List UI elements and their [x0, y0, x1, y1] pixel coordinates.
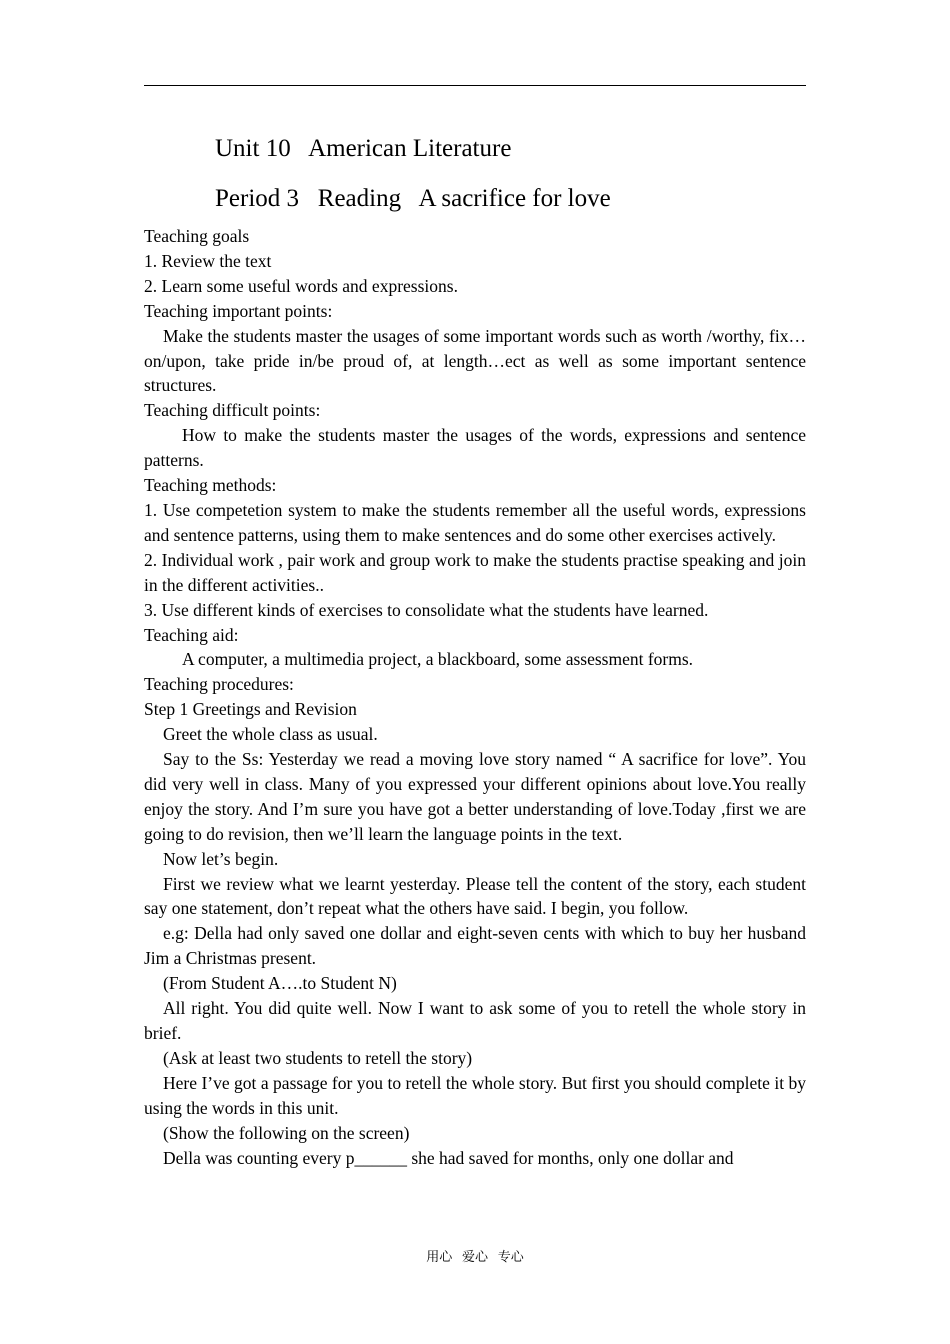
paragraph: Here I’ve got a passage for you to retell the whole story. But first you should complete it by using the words in this unit. — [144, 1072, 806, 1118]
method-item: 1. Use competetion system to make the students remember all the useful words, expressions and sentence patterns, using them to make sentences and do some other exercises actively. — [144, 499, 806, 545]
paragraph: Now let’s begin. — [163, 848, 279, 869]
paragraph: First we review what we learnt yesterday. Please tell the content of the story, each student say one statement, don’t repeat what the others have said. I begin, you follow. — [144, 873, 806, 919]
paragraph: Della was counting every p______ she had saved for months, only one dollar and — [163, 1147, 734, 1168]
heading-important-points: Teaching important points: — [144, 300, 333, 321]
document-body — [144, 224, 806, 1170]
paragraph: e.g: Della had only saved one dollar and eight-seven cents with which to buy her husband Jim a Christmas present. — [144, 923, 806, 969]
paragraph: How to make the students master the usages of the words, expressions and sentence patterns. — [144, 425, 806, 471]
period-title: Period 3 Reading A sacrifice for love — [215, 185, 611, 212]
page-footer: 用心 爱心 专心 — [426, 1249, 524, 1264]
paragraph: (Show the following on the screen) — [163, 1122, 410, 1143]
paragraph: A computer, a multimedia project, a blackboard, some assessment forms. — [182, 649, 694, 670]
method-item: 3. Use different kinds of exercises to consolidate what the students have learned. — [144, 599, 709, 620]
paragraph: (From Student A….to Student N) — [163, 973, 397, 994]
heading-teaching-goals: Teaching goals — [144, 226, 250, 246]
heading-teaching-methods: Teaching methods: — [144, 475, 277, 496]
method-item: 2. Individual work , pair work and group work to make the students practise speaking and join in the different activities.. — [144, 549, 806, 595]
paragraph: All right. You did quite well. Now I want to ask some of you to retell the whole story in brief. — [144, 998, 806, 1043]
paragraph: Say to the Ss: Yesterday we read a moving love story named “ A sacrifice for love”. You did very well in class. Many of you expressed your different opinions about love.You really enjoy the story. And I’m sure you have got a better understanding of love.Today ,first we are going to do revision, then we’ll learn the language points in the text. — [144, 749, 806, 844]
step-heading: Step 1 Greetings and Revision — [144, 699, 357, 720]
paragraph: Make the students master the usages of some important words such as worth /worthy, fix…on/upon, take pride in/be proud of, at length…ect as well as some important sentence structures. — [144, 325, 806, 396]
paragraph: (Ask at least two students to retell the story) — [163, 1047, 473, 1068]
unit-title: Unit 10 American Literature — [215, 135, 512, 162]
goal-item: 2. Learn some useful words and expressions. — [144, 275, 458, 296]
heading-difficult-points: Teaching difficult points: — [144, 400, 321, 421]
paragraph: Greet the whole class as usual. — [163, 724, 378, 745]
heading-teaching-aid: Teaching aid: — [144, 624, 239, 645]
header-rule — [144, 85, 806, 86]
heading-teaching-procedures: Teaching procedures: — [144, 674, 294, 695]
goal-item: 1. Review the text — [144, 250, 272, 271]
